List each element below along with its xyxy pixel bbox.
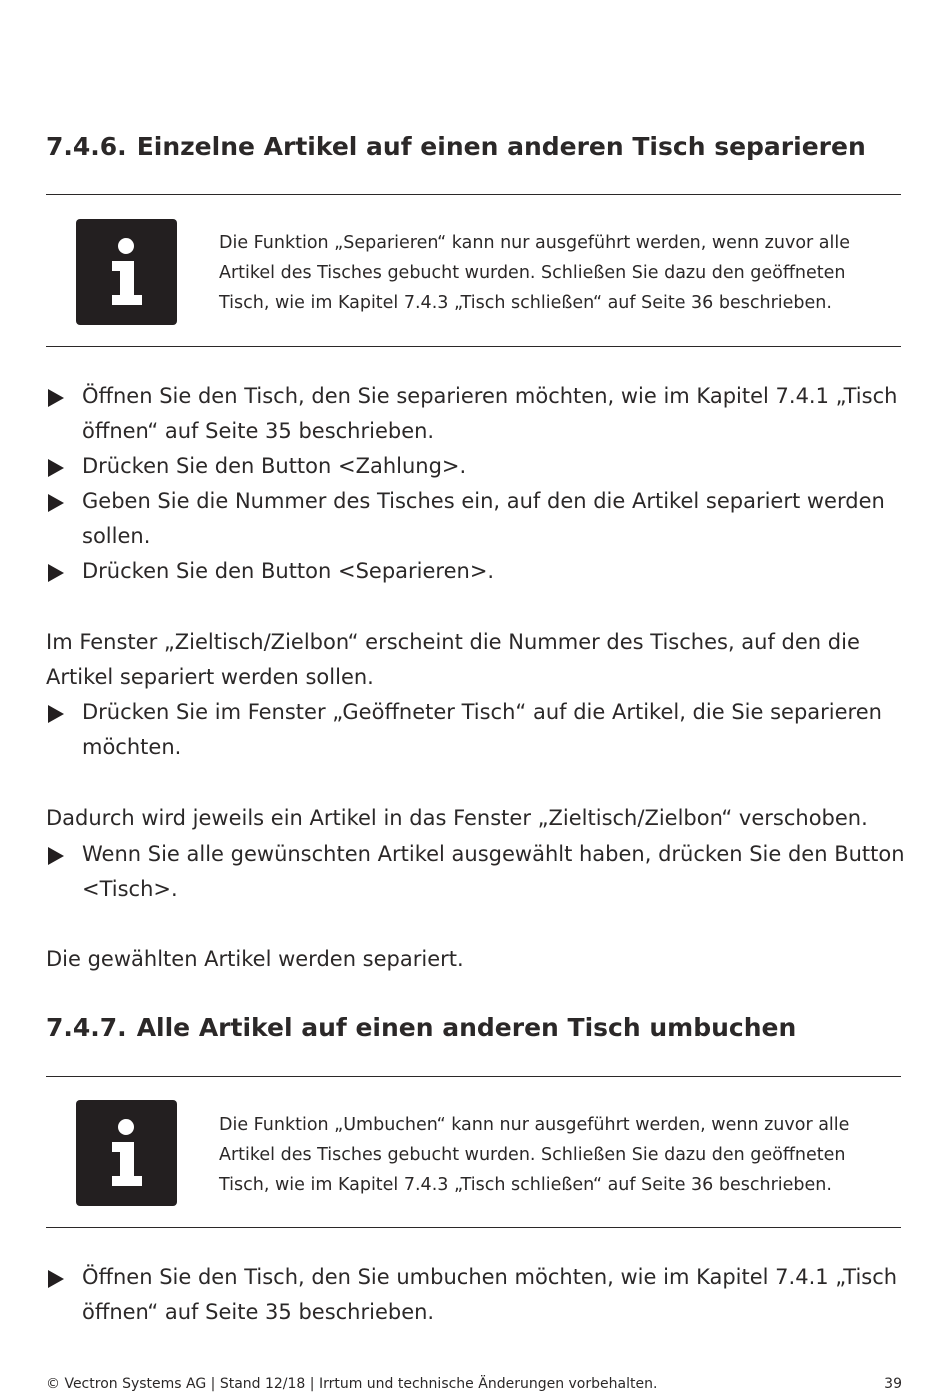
triangle-bullet-icon: [48, 1270, 64, 1288]
step-line: Drücken Sie den Button <Zahlung>.: [82, 454, 467, 478]
paragraph-line: Artikel separiert werden sollen.: [46, 665, 374, 689]
step-line: Wenn Sie alle gewünschten Artikel ausgewählt haben, drücken Sie den Button: [82, 842, 905, 866]
info-icon: [76, 1100, 177, 1206]
note-line: Artikel des Tisches gebucht wurden. Schließen Sie dazu den geöffneten: [219, 1145, 846, 1165]
divider: [46, 1076, 901, 1077]
paragraph-line: Die gewählten Artikel werden separiert.: [46, 947, 464, 971]
divider: [46, 1227, 901, 1228]
section-title: Alle Artikel auf einen anderen Tisch umbuchen: [136, 1013, 797, 1042]
step-line: Drücken Sie im Fenster „Geöffneter Tisch“ auf die Artikel, die Sie separieren: [82, 700, 882, 724]
note-line: Die Funktion „Separieren“ kann nur ausgeführt werden, wenn zuvor alle: [219, 233, 850, 253]
triangle-bullet-icon: [48, 847, 64, 865]
step-line: öffnen“ auf Seite 35 beschrieben.: [82, 1300, 435, 1324]
triangle-bullet-icon: [48, 564, 64, 582]
step-line: Drücken Sie den Button <Separieren>.: [82, 559, 495, 583]
section-heading-7-4-7: [46, 1013, 796, 1042]
note-line: Artikel des Tisches gebucht wurden. Schließen Sie dazu den geöffneten: [219, 263, 846, 283]
triangle-bullet-icon: [48, 705, 64, 723]
paragraph-line: Im Fenster „Zieltisch/Zielbon“ erscheint die Nummer des Tisches, auf den die: [46, 630, 860, 654]
page-number: 39: [884, 1376, 902, 1392]
paragraph-line: Dadurch wird jeweils ein Artikel in das Fenster „Zieltisch/Zielbon“ verschoben.: [46, 806, 868, 830]
section-number: 7.4.6.: [46, 132, 127, 161]
note-line: Tisch, wie im Kapitel 7.4.3 „Tisch schließen“ auf Seite 36 beschrieben.: [219, 293, 832, 313]
triangle-bullet-icon: [48, 459, 64, 477]
step-line: Geben Sie die Nummer des Tisches ein, auf den die Artikel separiert werden: [82, 489, 885, 513]
divider: [46, 194, 901, 195]
section-heading-7-4-6: [46, 132, 866, 161]
triangle-bullet-icon: [48, 494, 64, 512]
section-number: 7.4.7.: [46, 1013, 127, 1042]
section-title: Einzelne Artikel auf einen anderen Tisch separieren: [136, 132, 866, 161]
info-icon: [76, 219, 177, 325]
step-line: Öffnen Sie den Tisch, den Sie umbuchen möchten, wie im Kapitel 7.4.1 „Tisch: [82, 1265, 898, 1289]
step-line: öffnen“ auf Seite 35 beschrieben.: [82, 419, 435, 443]
divider: [46, 346, 901, 347]
footer-copyright: © Vectron Systems AG | Stand 12/18 | Irrtum und technische Änderungen vorbehalten.: [46, 1376, 658, 1392]
info-note: [219, 228, 894, 318]
step-line: <Tisch>.: [82, 877, 178, 901]
note-line: Die Funktion „Umbuchen“ kann nur ausgeführt werden, wenn zuvor alle: [219, 1115, 850, 1135]
info-note: [219, 1110, 894, 1200]
step-line: möchten.: [82, 735, 182, 759]
note-line: Tisch, wie im Kapitel 7.4.3 „Tisch schließen“ auf Seite 36 beschrieben.: [219, 1175, 832, 1195]
step-line: sollen.: [82, 524, 151, 548]
step-line: Öffnen Sie den Tisch, den Sie separieren möchten, wie im Kapitel 7.4.1 „Tisch: [82, 384, 898, 408]
triangle-bullet-icon: [48, 389, 64, 407]
